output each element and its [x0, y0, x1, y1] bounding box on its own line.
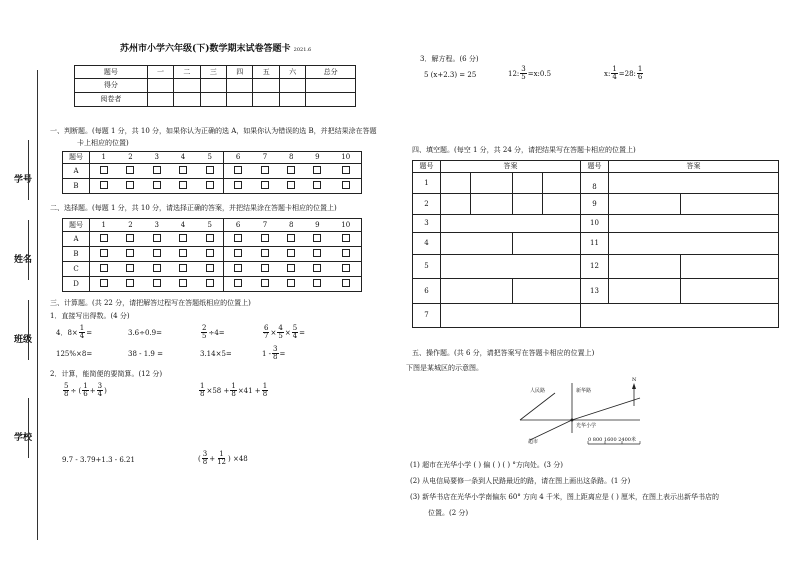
equation-2 [508, 66, 551, 81]
fill-col-header-number: 题号 [413, 161, 441, 173]
answer-box[interactable] [117, 247, 143, 262]
expr-text: 1 - [262, 349, 272, 358]
score-table-header: 题号 [75, 66, 148, 79]
score-row-label: 得分 [75, 79, 148, 93]
direct-expr-4 [262, 325, 305, 340]
part1-heading: 一、判断题。(每题 1 分，共 10 分，如果你认为正确的选 A，如果你认为错误的选 B，并把结果涂在答题 [50, 127, 377, 135]
map-label-north: N [632, 377, 637, 383]
answer-box[interactable] [224, 277, 252, 292]
binding-line [37, 70, 38, 540]
expr-text: ) [104, 386, 107, 395]
map-label-xinhua: 新华路 [576, 388, 592, 394]
answer-box[interactable] [224, 232, 252, 247]
answer-cell[interactable] [513, 233, 581, 255]
answer-box[interactable] [331, 179, 362, 194]
answer-box[interactable] [117, 277, 143, 292]
answer-box[interactable] [170, 164, 196, 179]
numerator: 1 [612, 65, 617, 73]
calc-expr-1 [62, 383, 107, 398]
numerator: 1 [637, 65, 643, 73]
expr-text: 12: [508, 69, 520, 78]
denominator: 7 [264, 332, 269, 340]
fill-q-number: 5 [413, 255, 441, 279]
answer-box[interactable] [117, 262, 143, 277]
fill-q-number: 13 [581, 279, 609, 304]
choice-q-number: 5 [196, 219, 224, 232]
judge-option-b-label: B [63, 179, 90, 194]
answer-box[interactable] [278, 277, 304, 292]
grader-cell[interactable] [227, 93, 253, 107]
grader-cell[interactable] [147, 93, 173, 107]
part3-sub3: 3．解方程。(6 分) [420, 55, 479, 63]
answer-box[interactable] [224, 262, 252, 277]
answer-box[interactable] [196, 164, 224, 179]
numerator: 5 [64, 382, 69, 390]
part2-heading: 二、选择题。(每题 1 分，共 10 分，请选择正确的答案，并把结果涂在答题卡相应的位置上) [50, 204, 337, 212]
answer-box[interactable] [224, 164, 252, 179]
answer-box[interactable] [117, 164, 143, 179]
school-label: 学校 [14, 433, 33, 443]
numerator: 3 [273, 345, 278, 353]
direct-expr-5: 125%×8= [56, 350, 93, 358]
fill-q-number: 10 [581, 215, 609, 233]
answer-box[interactable] [224, 247, 252, 262]
answer-cell[interactable] [609, 173, 779, 194]
direct-expr-7: 3.14×5= [200, 350, 232, 358]
answer-box[interactable] [304, 232, 330, 247]
expr-text: ÷4= [208, 328, 225, 337]
choice-q-number: 8 [278, 219, 304, 232]
denominator: 6 [83, 390, 88, 398]
fraction [79, 325, 85, 340]
calc-expr-3: 9.7 - 3.79+1.3 - 6.21 [62, 456, 135, 464]
answer-cell[interactable] [471, 173, 513, 194]
score-col-5: 五 [253, 66, 279, 79]
fraction [199, 383, 205, 398]
answer-box[interactable] [144, 232, 170, 247]
judge-q-number: 2 [117, 152, 143, 164]
expr-text: =28: [618, 69, 636, 78]
score-col-1: 一 [147, 66, 173, 79]
choice-q-number: 3 [144, 219, 170, 232]
answer-box[interactable] [278, 179, 304, 194]
calc-expr-2 [198, 383, 269, 398]
answer-cell[interactable] [441, 279, 513, 304]
answer-box[interactable] [304, 247, 330, 262]
fraction [97, 383, 103, 398]
answer-box[interactable] [331, 262, 362, 277]
page-title [120, 45, 311, 54]
score-cell[interactable] [253, 79, 279, 93]
part3-sub1: 1．直接写出得数。(4 分) [50, 312, 130, 320]
operator: × [284, 328, 291, 337]
choice-grid-header: 题号 [63, 219, 90, 232]
denominator: 5 [202, 332, 207, 340]
student-number-blank [28, 140, 29, 200]
expr-text: = [279, 349, 286, 358]
score-cell[interactable] [306, 79, 356, 93]
answer-box[interactable] [252, 232, 278, 247]
judge-q-number: 5 [196, 152, 224, 164]
denominator: 5 [521, 73, 526, 81]
answer-box[interactable] [144, 164, 170, 179]
part5-q2: (2) 从电信局要修一条到人民路最近的路，请在图上画出这条路。(1 分) [410, 477, 631, 485]
denominator: 8 [64, 390, 69, 398]
fraction [637, 66, 643, 81]
numerator: 4 [278, 324, 283, 332]
answer-box[interactable] [196, 262, 224, 277]
judge-q-number: 7 [252, 152, 278, 164]
north-arrow-head-icon [632, 383, 636, 389]
choice-q-number: 10 [331, 219, 362, 232]
answer-box[interactable] [278, 247, 304, 262]
fraction [292, 325, 298, 340]
answer-box[interactable] [144, 277, 170, 292]
map-label-supermarket: 超市 [528, 439, 539, 445]
fill-blank-grid [412, 160, 779, 328]
answer-box[interactable] [196, 232, 224, 247]
fill-q-number: 4 [413, 233, 441, 255]
part3-sub2: 2．计算，能简便的要简算。(12 分) [50, 370, 163, 378]
operator: + [209, 454, 216, 463]
fraction [611, 66, 617, 81]
grader-cell[interactable] [279, 93, 305, 107]
expr-text: =x:0.5 [527, 69, 552, 78]
judge-q-number: 9 [304, 152, 330, 164]
denominator: 8 [231, 390, 236, 398]
answer-box[interactable] [304, 179, 330, 194]
answer-cell[interactable] [543, 194, 581, 215]
answer-cell[interactable] [681, 194, 779, 215]
expr-text: ) ×48 [228, 454, 248, 463]
fill-col-header-number: 题号 [581, 161, 609, 173]
diagonal-road-line [572, 398, 640, 420]
fraction [277, 325, 283, 340]
direct-expr-6: 38 - 1.9 = [128, 350, 163, 358]
expr-text: ×58 + [206, 386, 230, 395]
calc-expr-4 [198, 451, 248, 466]
expr-text: ( [198, 454, 201, 463]
answer-cell[interactable] [681, 279, 779, 304]
grader-cell[interactable] [306, 93, 356, 107]
numerator: 1 [200, 382, 205, 390]
answer-box[interactable] [90, 247, 118, 262]
score-cell[interactable] [200, 79, 226, 93]
answer-box[interactable] [278, 232, 304, 247]
numerator: 1 [262, 382, 268, 390]
direct-expr-1 [56, 325, 92, 340]
school-point [571, 419, 574, 422]
numerator: 1 [79, 324, 85, 332]
title-year: 2021.6 [293, 47, 312, 53]
answer-cell[interactable] [441, 194, 471, 215]
part1-heading-2: 卡上相应的位置) [77, 139, 129, 147]
denominator: 4 [292, 332, 298, 340]
answer-cell[interactable] [441, 255, 581, 279]
score-col-2: 二 [174, 66, 200, 79]
answer-cell[interactable] [609, 233, 779, 255]
answer-box[interactable] [90, 179, 118, 194]
choice-q-number: 1 [90, 219, 118, 232]
expr-text: 4．8× [56, 328, 78, 337]
school-blank [28, 398, 29, 458]
answer-cell[interactable] [609, 279, 681, 304]
answer-cell[interactable] [609, 194, 681, 215]
judge-q-number: 3 [144, 152, 170, 164]
judge-q-number: 1 [90, 152, 118, 164]
numerator: 1 [231, 382, 236, 390]
answer-box[interactable] [224, 179, 252, 194]
answer-box[interactable] [252, 164, 278, 179]
answer-box[interactable] [170, 262, 196, 277]
direct-expr-8 [262, 346, 285, 361]
direct-expr-3 [200, 325, 225, 340]
choice-answer-grid [62, 218, 362, 292]
answer-cell[interactable] [441, 233, 513, 255]
answer-box[interactable] [144, 247, 170, 262]
answer-box[interactable] [144, 262, 170, 277]
answer-box[interactable] [196, 247, 224, 262]
answer-box[interactable] [170, 232, 196, 247]
answer-cell[interactable] [513, 173, 543, 194]
part5-q3-cont: 位置。(2 分) [428, 509, 469, 517]
score-col-total: 总分 [306, 66, 356, 79]
denominator: 8 [262, 390, 268, 398]
answer-box[interactable] [278, 262, 304, 277]
answer-box[interactable] [170, 247, 196, 262]
answer-box[interactable] [170, 179, 196, 194]
expr-text: = [86, 328, 93, 337]
score-cell[interactable] [279, 79, 305, 93]
grader-cell[interactable] [174, 93, 200, 107]
part3-heading: 三、计算题。(共 22 分，请把解答过程写在答题纸相应的位置上) [50, 299, 251, 307]
equation-1: 5 (x+2.3) = 25 [424, 71, 477, 79]
answer-box[interactable] [331, 232, 362, 247]
answer-box[interactable] [196, 277, 224, 292]
part4-heading: 四、填空题。(每空 1 分，共 24 分，请把结果写在答题卡相应的位置上) [412, 146, 636, 154]
answer-box[interactable] [304, 277, 330, 292]
fill-q-number: 3 [413, 215, 441, 233]
choice-option-c-label: C [63, 262, 90, 277]
denominator: 8 [273, 353, 278, 361]
fraction [520, 66, 526, 81]
choice-option-a-label: A [63, 232, 90, 247]
score-table [74, 65, 356, 107]
numerator: 1 [83, 382, 88, 390]
answer-cell[interactable] [543, 173, 581, 194]
score-col-6: 六 [279, 66, 305, 79]
answer-box[interactable] [170, 277, 196, 292]
numerator: 3 [521, 65, 526, 73]
grader-row-label: 阅卷者 [75, 93, 148, 107]
answer-cell[interactable] [513, 194, 543, 215]
score-cell[interactable] [147, 79, 173, 93]
answer-cell[interactable] [441, 173, 471, 194]
expr-text: ×41 + [237, 386, 261, 395]
fill-q-number: 1 [413, 173, 441, 194]
answer-box[interactable] [331, 164, 362, 179]
fraction [272, 346, 278, 361]
map-label-school: 光华小学 [576, 423, 597, 429]
fill-q-number: 9 [581, 194, 609, 215]
name-blank [28, 220, 29, 280]
denominator: 12 [217, 458, 226, 466]
answer-cell[interactable] [681, 255, 779, 279]
numerator: 1 [219, 450, 224, 458]
judge-q-number: 6 [224, 152, 252, 164]
answer-box[interactable] [304, 164, 330, 179]
fill-q-number: 7 [413, 304, 441, 328]
fraction [63, 383, 69, 398]
fill-q-number: 6 [413, 279, 441, 304]
choice-q-number: 9 [304, 219, 330, 232]
fill-col-header-answer: 答案 [441, 161, 581, 173]
denominator: 4 [612, 73, 617, 81]
judge-option-a-label: A [63, 164, 90, 179]
fraction [230, 383, 236, 398]
answer-cell[interactable] [513, 279, 581, 304]
fraction [201, 325, 207, 340]
answer-cell[interactable] [581, 304, 779, 328]
score-col-3: 三 [200, 66, 226, 79]
choice-q-number: 2 [117, 219, 143, 232]
supermarket-line [530, 420, 572, 440]
choice-option-b-label: B [63, 247, 90, 262]
numerator: 3 [97, 382, 103, 390]
name-label: 姓名 [14, 255, 33, 265]
fraction [263, 325, 269, 340]
fill-q-number: 2 [413, 194, 441, 215]
denominator: 5 [278, 332, 283, 340]
judge-grid-header: 题号 [63, 152, 90, 164]
student-number-label: 学号 [14, 175, 33, 185]
answer-box[interactable] [252, 247, 278, 262]
class-label: 班级 [14, 335, 33, 345]
denominator: 4 [97, 390, 103, 398]
choice-q-number: 6 [224, 219, 252, 232]
people-road-line [520, 393, 555, 420]
direct-expr-2: 3.6÷0.9= [128, 329, 162, 337]
answer-cell[interactable] [471, 194, 513, 215]
judge-q-number: 10 [331, 152, 362, 164]
answer-box[interactable] [117, 179, 143, 194]
score-cell[interactable] [174, 79, 200, 93]
choice-q-number: 7 [252, 219, 278, 232]
answer-box[interactable] [252, 179, 278, 194]
answer-box[interactable] [90, 277, 118, 292]
expr-text: = [299, 328, 306, 337]
part5-heading: 五、操作题。(共 6 分，请把答案写在答题卡相应的位置上) [412, 349, 595, 357]
numerator: 2 [202, 324, 207, 332]
answer-cell[interactable] [609, 255, 681, 279]
operator: × [270, 328, 277, 337]
answer-box[interactable] [252, 277, 278, 292]
answer-box[interactable] [90, 164, 118, 179]
expr-text: x: [604, 69, 611, 78]
answer-box[interactable] [196, 179, 224, 194]
fraction [202, 451, 208, 466]
numerator: 6 [264, 324, 269, 332]
map-label-people-road: 人民路 [530, 388, 546, 394]
answer-box[interactable] [331, 277, 362, 292]
denominator: 4 [79, 332, 85, 340]
answer-box[interactable] [331, 247, 362, 262]
score-col-4: 四 [227, 66, 253, 79]
answer-cell[interactable] [609, 215, 779, 233]
grader-cell[interactable] [253, 93, 279, 107]
numerator: 5 [292, 324, 298, 332]
choice-option-d-label: D [63, 277, 90, 292]
map-scale-label: 0 800 1600 2400米 [588, 437, 636, 443]
class-blank [28, 300, 29, 360]
fraction [262, 383, 268, 398]
answer-cell[interactable] [441, 215, 581, 233]
answer-box[interactable] [304, 262, 330, 277]
operator: + [89, 386, 96, 395]
part5-intro: 下图是某城区的示意图。 [406, 364, 483, 372]
part5-q1: (1) 超市在光华小学 ( ) 偏 ( ) ( ) °方向处。(3 分) [410, 461, 563, 469]
answer-box[interactable] [90, 262, 118, 277]
fill-q-number: 11 [581, 233, 609, 255]
equation-3 [604, 66, 644, 81]
judge-answer-grid [62, 151, 362, 194]
part5-q3: (3) 新华书店在光华小学南偏东 60° 方向 4 千米，图上距离应是 ( ) 厘米，在图上表示出新华书店的 [410, 493, 720, 501]
fraction [82, 383, 88, 398]
score-cell[interactable] [227, 79, 253, 93]
title-text: 苏州市小学六年级(下)数学期末试卷答题卡 [120, 44, 291, 54]
expr-text: ÷ ( [70, 386, 82, 395]
answer-box[interactable] [117, 232, 143, 247]
denominator: 8 [200, 390, 205, 398]
fraction [216, 451, 227, 466]
fill-col-header-answer: 答案 [609, 161, 779, 173]
answer-cell[interactable] [441, 304, 581, 328]
answer-box[interactable] [252, 262, 278, 277]
judge-q-number: 8 [278, 152, 304, 164]
grader-cell[interactable] [200, 93, 226, 107]
denominator: 8 [202, 458, 208, 466]
answer-box[interactable] [278, 164, 304, 179]
fill-q-number: 8 [581, 173, 609, 194]
judge-q-number: 4 [170, 152, 196, 164]
choice-q-number: 4 [170, 219, 196, 232]
denominator: 6 [637, 73, 643, 81]
answer-box[interactable] [144, 179, 170, 194]
answer-box[interactable] [90, 232, 118, 247]
numerator: 3 [202, 450, 208, 458]
fill-q-number: 12 [581, 255, 609, 279]
